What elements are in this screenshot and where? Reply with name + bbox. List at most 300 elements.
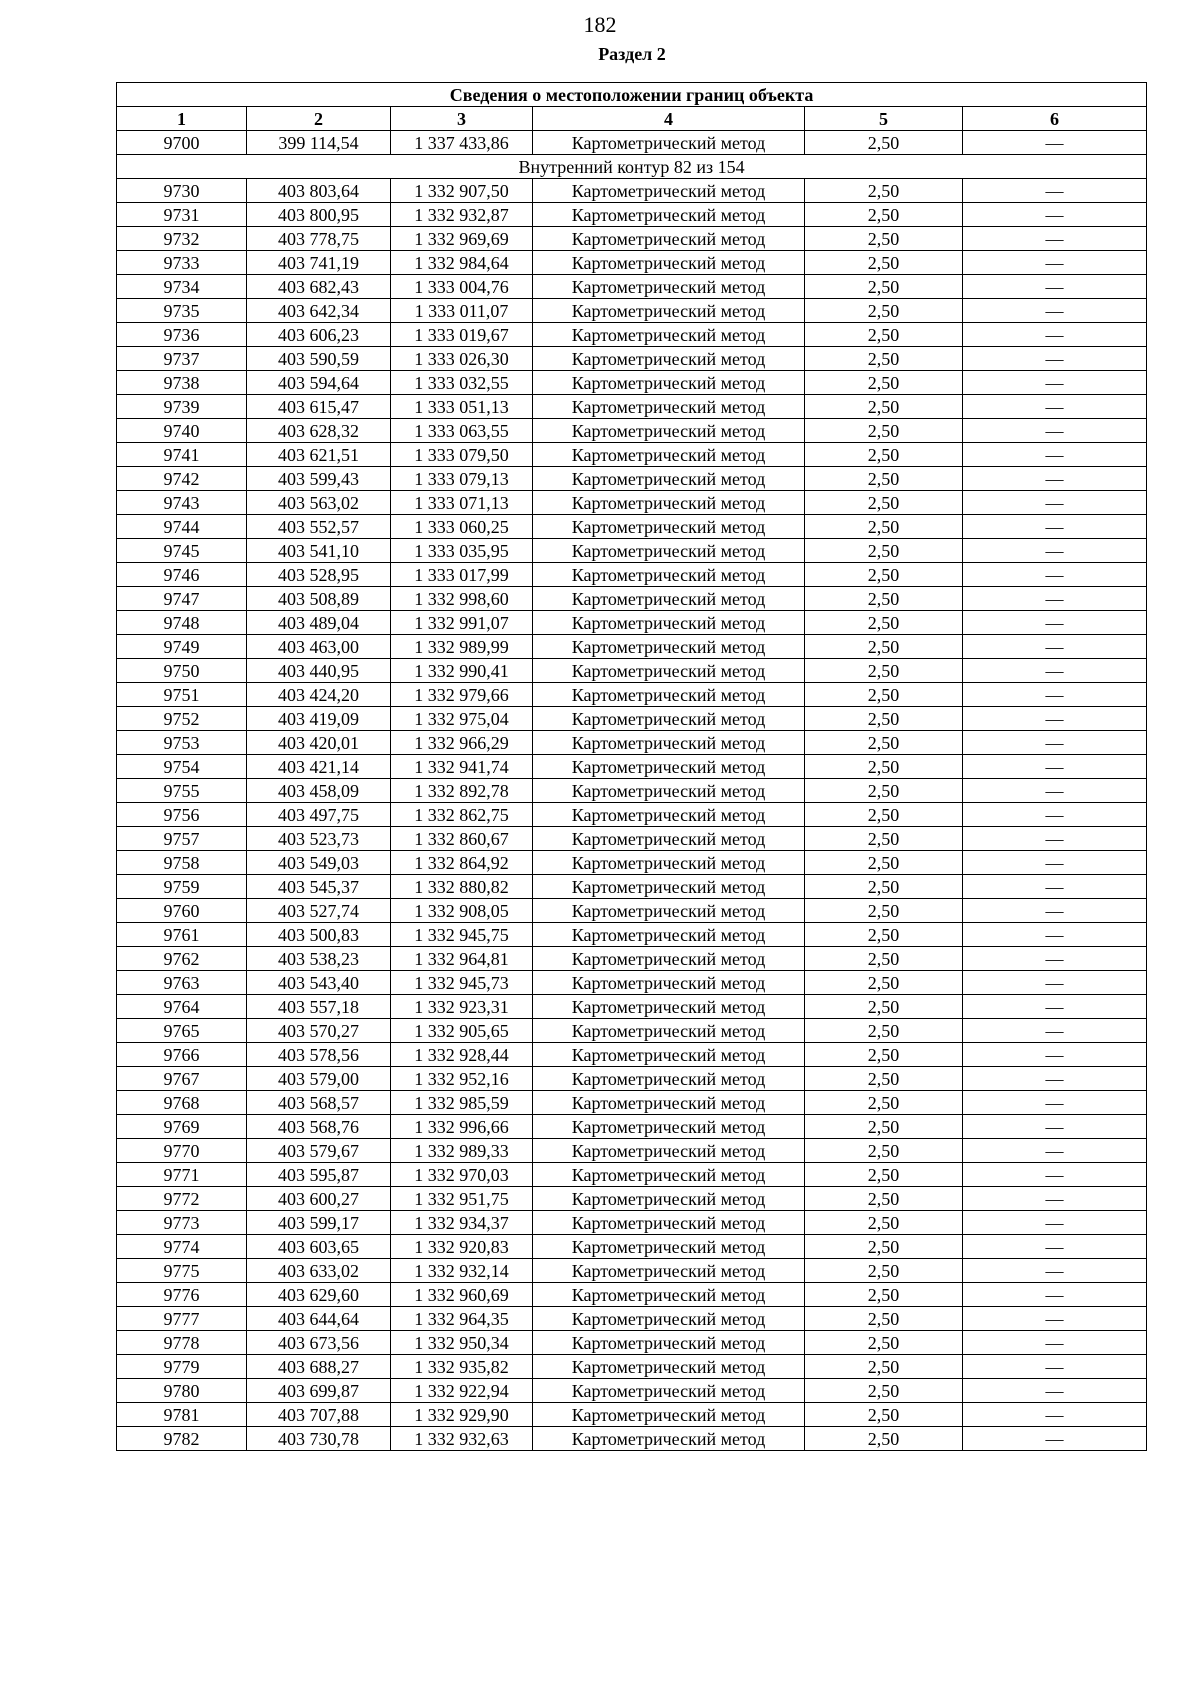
cell-coord-y: 1 333 026,30	[391, 347, 533, 371]
cell-method: Картометрический метод	[533, 683, 805, 707]
cell-accuracy: 2,50	[805, 1427, 963, 1451]
cell-coord-x: 403 538,23	[247, 947, 391, 971]
table-row	[117, 995, 1147, 1019]
cell-coord-y: 1 332 990,41	[391, 659, 533, 683]
cell-point-number: 9752	[117, 707, 247, 731]
cell-accuracy: 2,50	[805, 923, 963, 947]
cell-note: —	[963, 659, 1147, 683]
cell-coord-y: 1 333 063,55	[391, 419, 533, 443]
cell-note: —	[963, 275, 1147, 299]
column-header: 5	[805, 107, 963, 131]
cell-coord-x: 403 688,27	[247, 1355, 391, 1379]
cell-coord-x: 403 549,03	[247, 851, 391, 875]
cell-method: Картометрический метод	[533, 779, 805, 803]
cell-coord-x: 403 500,83	[247, 923, 391, 947]
cell-accuracy: 2,50	[805, 971, 963, 995]
table-row	[117, 395, 1147, 419]
cell-coord-y: 1 332 932,87	[391, 203, 533, 227]
cell-accuracy: 2,50	[805, 1355, 963, 1379]
cell-coord-y: 1 332 908,05	[391, 899, 533, 923]
cell-coord-x: 403 489,04	[247, 611, 391, 635]
cell-point-number: 9763	[117, 971, 247, 995]
cell-note: —	[963, 347, 1147, 371]
cell-coord-x: 403 508,89	[247, 587, 391, 611]
cell-method: Картометрический метод	[533, 323, 805, 347]
cell-accuracy: 2,50	[805, 515, 963, 539]
cell-accuracy: 2,50	[805, 707, 963, 731]
cell-accuracy: 2,50	[805, 875, 963, 899]
cell-method: Картометрический метод	[533, 563, 805, 587]
cell-coord-x: 403 606,23	[247, 323, 391, 347]
cell-accuracy: 2,50	[805, 1283, 963, 1307]
cell-method: Картометрический метод	[533, 539, 805, 563]
cell-accuracy: 2,50	[805, 539, 963, 563]
cell-point-number: 9778	[117, 1331, 247, 1355]
cell-note: —	[963, 299, 1147, 323]
table-row	[117, 851, 1147, 875]
cell-point-number: 9739	[117, 395, 247, 419]
table-row	[117, 971, 1147, 995]
cell-coord-y: 1 333 019,67	[391, 323, 533, 347]
cell-coord-y: 1 332 941,74	[391, 755, 533, 779]
cell-point-number: 9767	[117, 1067, 247, 1091]
table-row	[117, 299, 1147, 323]
cell-coord-x: 403 800,95	[247, 203, 391, 227]
cell-method: Картометрический метод	[533, 1355, 805, 1379]
cell-note: —	[963, 443, 1147, 467]
cell-coord-x: 403 629,60	[247, 1283, 391, 1307]
cell-accuracy: 2,50	[805, 683, 963, 707]
table-row	[117, 491, 1147, 515]
cell-note: —	[963, 323, 1147, 347]
cell-point-number: 9765	[117, 1019, 247, 1043]
table-row	[117, 1283, 1147, 1307]
cell-coord-x: 403 633,02	[247, 1259, 391, 1283]
cell-accuracy: 2,50	[805, 251, 963, 275]
cell-coord-x: 403 497,75	[247, 803, 391, 827]
table-row	[117, 923, 1147, 947]
cell-note: —	[963, 1139, 1147, 1163]
table-row	[117, 1355, 1147, 1379]
cell-accuracy: 2,50	[805, 1115, 963, 1139]
table-row	[117, 611, 1147, 635]
cell-point-number: 9760	[117, 899, 247, 923]
cell-note: —	[963, 371, 1147, 395]
cell-coord-x: 403 803,64	[247, 179, 391, 203]
cell-coord-y: 1 333 011,07	[391, 299, 533, 323]
cell-method: Картометрический метод	[533, 1283, 805, 1307]
cell-method: Картометрический метод	[533, 659, 805, 683]
cell-point-number: 9741	[117, 443, 247, 467]
cell-coord-x: 403 603,65	[247, 1235, 391, 1259]
cell-coord-y: 1 332 979,66	[391, 683, 533, 707]
cell-coord-y: 1 332 860,67	[391, 827, 533, 851]
boundary-table	[116, 82, 1147, 1451]
cell-method: Картометрический метод	[533, 1235, 805, 1259]
cell-accuracy: 2,50	[805, 395, 963, 419]
cell-note: —	[963, 563, 1147, 587]
table-row	[117, 251, 1147, 275]
cell-coord-y: 1 333 079,13	[391, 467, 533, 491]
cell-point-number: 9732	[117, 227, 247, 251]
cell-coord-y: 1 332 945,75	[391, 923, 533, 947]
cell-accuracy: 2,50	[805, 779, 963, 803]
cell-note: —	[963, 1211, 1147, 1235]
cell-method: Картометрический метод	[533, 947, 805, 971]
cell-coord-x: 403 595,87	[247, 1163, 391, 1187]
table-row	[117, 467, 1147, 491]
cell-point-number: 9748	[117, 611, 247, 635]
cell-coord-x: 403 420,01	[247, 731, 391, 755]
cell-point-number: 9775	[117, 1259, 247, 1283]
cell-note: —	[963, 1283, 1147, 1307]
cell-coord-y: 1 332 970,03	[391, 1163, 533, 1187]
table-row	[117, 1043, 1147, 1067]
cell-coord-x: 403 563,02	[247, 491, 391, 515]
cell-coord-y: 1 332 991,07	[391, 611, 533, 635]
table-row	[117, 803, 1147, 827]
cell-coord-y: 1 332 907,50	[391, 179, 533, 203]
page-number: 182	[583, 12, 617, 37]
cell-method: Картометрический метод	[533, 491, 805, 515]
cell-note: —	[963, 1379, 1147, 1403]
cell-note: —	[963, 635, 1147, 659]
cell-method: Картометрический метод	[533, 755, 805, 779]
cell-note: —	[963, 1403, 1147, 1427]
column-header: 3	[391, 107, 533, 131]
cell-coord-x: 403 644,64	[247, 1307, 391, 1331]
cell-point-number: 9756	[117, 803, 247, 827]
cell-coord-y: 1 333 060,25	[391, 515, 533, 539]
cell-point-number: 9777	[117, 1307, 247, 1331]
cell-coord-y: 1 333 017,99	[391, 563, 533, 587]
cell-accuracy: 2,50	[805, 347, 963, 371]
cell-note: —	[963, 779, 1147, 803]
table-row	[117, 419, 1147, 443]
cell-accuracy: 2,50	[805, 443, 963, 467]
cell-accuracy: 2,50	[805, 755, 963, 779]
cell-coord-x: 403 419,09	[247, 707, 391, 731]
cell-method: Картометрический метод	[533, 443, 805, 467]
cell-method: Картометрический метод	[533, 971, 805, 995]
cell-coord-y: 1 332 951,75	[391, 1187, 533, 1211]
cell-accuracy: 2,50	[805, 827, 963, 851]
cell-coord-x: 403 568,57	[247, 1091, 391, 1115]
cell-accuracy: 2,50	[805, 1139, 963, 1163]
cell-method: Картометрический метод	[533, 803, 805, 827]
cell-coord-y: 1 332 985,59	[391, 1091, 533, 1115]
cell-coord-x: 403 528,95	[247, 563, 391, 587]
cell-method: Картометрический метод	[533, 1139, 805, 1163]
cell-method: Картометрический метод	[533, 1067, 805, 1091]
cell-accuracy: 2,50	[805, 1211, 963, 1235]
cell-method: Картометрический метод	[533, 587, 805, 611]
cell-accuracy: 2,50	[805, 587, 963, 611]
table-row	[117, 1139, 1147, 1163]
cell-coord-y: 1 332 996,66	[391, 1115, 533, 1139]
cell-note: —	[963, 803, 1147, 827]
contour-rows	[117, 179, 1147, 1451]
table-caption: Сведения о местоположении границ объекта	[117, 83, 1147, 107]
cell-note: —	[963, 707, 1147, 731]
cell-note: —	[963, 1355, 1147, 1379]
cell-coord-y: 1 332 950,34	[391, 1331, 533, 1355]
cell-point-number: 9740	[117, 419, 247, 443]
cell-note: —	[963, 1235, 1147, 1259]
cell-coord-x: 403 543,40	[247, 971, 391, 995]
cell-method: Картометрический метод	[533, 131, 805, 155]
cell-point-number: 9762	[117, 947, 247, 971]
table-row	[117, 1379, 1147, 1403]
table-row	[117, 659, 1147, 683]
cell-point-number: 9751	[117, 683, 247, 707]
cell-method: Картометрический метод	[533, 635, 805, 659]
cell-note: —	[963, 1331, 1147, 1355]
table-row	[117, 1187, 1147, 1211]
cell-accuracy: 2,50	[805, 467, 963, 491]
cell-accuracy: 2,50	[805, 1403, 963, 1427]
cell-note: —	[963, 1427, 1147, 1451]
cell-note: —	[963, 899, 1147, 923]
cell-point-number: 9764	[117, 995, 247, 1019]
cell-coord-y: 1 333 032,55	[391, 371, 533, 395]
cell-method: Картометрический метод	[533, 827, 805, 851]
cell-coord-y: 1 332 922,94	[391, 1379, 533, 1403]
cell-point-number: 9759	[117, 875, 247, 899]
cell-point-number: 9731	[117, 203, 247, 227]
cell-note: —	[963, 1187, 1147, 1211]
cell-note: —	[963, 515, 1147, 539]
cell-coord-y: 1 332 929,90	[391, 1403, 533, 1427]
cell-coord-x: 403 707,88	[247, 1403, 391, 1427]
cell-method: Картометрический метод	[533, 611, 805, 635]
cell-point-number: 9773	[117, 1211, 247, 1235]
cell-method: Картометрический метод	[533, 1403, 805, 1427]
cell-accuracy: 2,50	[805, 491, 963, 515]
table-row	[117, 539, 1147, 563]
cell-accuracy: 2,50	[805, 179, 963, 203]
cell-point-number: 9753	[117, 731, 247, 755]
cell-point-number: 9779	[117, 1355, 247, 1379]
table-row	[117, 227, 1147, 251]
cell-coord-y: 1 332 945,73	[391, 971, 533, 995]
cell-note: —	[963, 203, 1147, 227]
cell-method: Картометрический метод	[533, 227, 805, 251]
cell-coord-x: 403 463,00	[247, 635, 391, 659]
cell-coord-x: 403 673,56	[247, 1331, 391, 1355]
cell-coord-x: 403 741,19	[247, 251, 391, 275]
cell-accuracy: 2,50	[805, 563, 963, 587]
cell-coord-y: 1 333 071,13	[391, 491, 533, 515]
cell-accuracy: 2,50	[805, 371, 963, 395]
cell-method: Картометрический метод	[533, 1019, 805, 1043]
cell-coord-y: 1 332 989,33	[391, 1139, 533, 1163]
cell-coord-y: 1 332 989,99	[391, 635, 533, 659]
cell-method: Картометрический метод	[533, 467, 805, 491]
cell-coord-y: 1 332 960,69	[391, 1283, 533, 1307]
cell-method: Картометрический метод	[533, 515, 805, 539]
cell-accuracy: 2,50	[805, 731, 963, 755]
cell-point-number: 9781	[117, 1403, 247, 1427]
cell-coord-y: 1 332 923,31	[391, 995, 533, 1019]
table-row	[117, 1307, 1147, 1331]
cell-coord-x: 403 552,57	[247, 515, 391, 539]
cell-coord-x: 403 628,32	[247, 419, 391, 443]
cell-coord-y: 1 332 964,81	[391, 947, 533, 971]
cell-method: Картометрический метод	[533, 923, 805, 947]
cell-coord-x: 403 557,18	[247, 995, 391, 1019]
cell-note: —	[963, 491, 1147, 515]
table-row	[117, 275, 1147, 299]
cell-coord-x: 403 568,76	[247, 1115, 391, 1139]
cell-point-number: 9733	[117, 251, 247, 275]
table-row	[117, 1091, 1147, 1115]
cell-point-number: 9772	[117, 1187, 247, 1211]
cell-point-number: 9735	[117, 299, 247, 323]
cell-coord-x: 403 579,67	[247, 1139, 391, 1163]
cell-method: Картометрический метод	[533, 419, 805, 443]
cell-note: —	[963, 1307, 1147, 1331]
cell-accuracy: 2,50	[805, 1163, 963, 1187]
cell-note: —	[963, 947, 1147, 971]
cell-coord-y: 1 332 920,83	[391, 1235, 533, 1259]
table-row	[117, 587, 1147, 611]
cell-note: —	[963, 395, 1147, 419]
cell-coord-y: 1 332 934,37	[391, 1211, 533, 1235]
cell-point-number: 9776	[117, 1283, 247, 1307]
cell-method: Картометрический метод	[533, 395, 805, 419]
cell-accuracy: 2,50	[805, 1091, 963, 1115]
table-row	[117, 899, 1147, 923]
cell-coord-x: 403 682,43	[247, 275, 391, 299]
cell-point-number: 9744	[117, 515, 247, 539]
cell-point-number: 9782	[117, 1427, 247, 1451]
table-row	[117, 131, 1147, 155]
cell-accuracy: 2,50	[805, 227, 963, 251]
table-row	[117, 635, 1147, 659]
cell-accuracy: 2,50	[805, 1043, 963, 1067]
cell-accuracy: 2,50	[805, 851, 963, 875]
cell-point-number: 9746	[117, 563, 247, 587]
cell-coord-y: 1 332 935,82	[391, 1355, 533, 1379]
cell-note: —	[963, 131, 1147, 155]
cell-accuracy: 2,50	[805, 323, 963, 347]
cell-note: —	[963, 1259, 1147, 1283]
cell-note: —	[963, 923, 1147, 947]
cell-coord-x: 399 114,54	[247, 131, 391, 155]
cell-coord-y: 1 332 905,65	[391, 1019, 533, 1043]
table-row	[117, 683, 1147, 707]
cell-accuracy: 2,50	[805, 803, 963, 827]
cell-accuracy: 2,50	[805, 995, 963, 1019]
cell-note: —	[963, 467, 1147, 491]
cell-method: Картометрический метод	[533, 1163, 805, 1187]
table-row	[117, 1259, 1147, 1283]
cell-method: Картометрический метод	[533, 371, 805, 395]
cell-note: —	[963, 731, 1147, 755]
column-header: 1	[117, 107, 247, 131]
cell-point-number: 9758	[117, 851, 247, 875]
cell-coord-x: 403 579,00	[247, 1067, 391, 1091]
cell-note: —	[963, 587, 1147, 611]
cell-point-number: 9738	[117, 371, 247, 395]
table-row	[117, 1163, 1147, 1187]
column-header: 2	[247, 107, 391, 131]
cell-point-number: 9747	[117, 587, 247, 611]
cell-coord-x: 403 600,27	[247, 1187, 391, 1211]
cell-note: —	[963, 1067, 1147, 1091]
cell-coord-x: 403 621,51	[247, 443, 391, 467]
cell-point-number: 9700	[117, 131, 247, 155]
cell-point-number: 9770	[117, 1139, 247, 1163]
cell-accuracy: 2,50	[805, 635, 963, 659]
cell-accuracy: 2,50	[805, 131, 963, 155]
cell-coord-y: 1 332 952,16	[391, 1067, 533, 1091]
cell-method: Картометрический метод	[533, 275, 805, 299]
table-row	[117, 947, 1147, 971]
cell-note: —	[963, 1019, 1147, 1043]
cell-method: Картометрический метод	[533, 875, 805, 899]
cell-note: —	[963, 1115, 1147, 1139]
table-row	[117, 203, 1147, 227]
table-row	[117, 1019, 1147, 1043]
cell-note: —	[963, 1091, 1147, 1115]
cell-coord-x: 403 599,17	[247, 1211, 391, 1235]
cell-coord-y: 1 332 928,44	[391, 1043, 533, 1067]
column-header: 6	[963, 107, 1147, 131]
cell-coord-x: 403 440,95	[247, 659, 391, 683]
cell-note: —	[963, 611, 1147, 635]
pre-contour-rows	[117, 131, 1147, 155]
cell-point-number: 9766	[117, 1043, 247, 1067]
cell-coord-y: 1 332 864,92	[391, 851, 533, 875]
table-row	[117, 347, 1147, 371]
table-row	[117, 179, 1147, 203]
cell-method: Картометрический метод	[533, 1115, 805, 1139]
cell-point-number: 9743	[117, 491, 247, 515]
cell-note: —	[963, 971, 1147, 995]
section-title: Раздел 2	[598, 44, 666, 64]
cell-method: Картометрический метод	[533, 731, 805, 755]
cell-point-number: 9761	[117, 923, 247, 947]
table-row	[117, 875, 1147, 899]
cell-coord-y: 1 332 969,69	[391, 227, 533, 251]
cell-point-number: 9736	[117, 323, 247, 347]
table-row	[117, 515, 1147, 539]
cell-coord-x: 403 578,56	[247, 1043, 391, 1067]
cell-coord-x: 403 699,87	[247, 1379, 391, 1403]
cell-method: Картометрический метод	[533, 1331, 805, 1355]
cell-note: —	[963, 227, 1147, 251]
cell-accuracy: 2,50	[805, 1307, 963, 1331]
table-row	[117, 1331, 1147, 1355]
cell-method: Картометрический метод	[533, 899, 805, 923]
cell-accuracy: 2,50	[805, 947, 963, 971]
contour-label-row	[117, 155, 1147, 179]
cell-method: Картометрический метод	[533, 1187, 805, 1211]
cell-point-number: 9780	[117, 1379, 247, 1403]
cell-note: —	[963, 419, 1147, 443]
cell-note: —	[963, 539, 1147, 563]
table-row	[117, 755, 1147, 779]
cell-coord-y: 1 332 892,78	[391, 779, 533, 803]
cell-point-number: 9742	[117, 467, 247, 491]
cell-accuracy: 2,50	[805, 1067, 963, 1091]
cell-accuracy: 2,50	[805, 275, 963, 299]
cell-method: Картометрический метод	[533, 251, 805, 275]
cell-coord-x: 403 730,78	[247, 1427, 391, 1451]
table-row	[117, 827, 1147, 851]
